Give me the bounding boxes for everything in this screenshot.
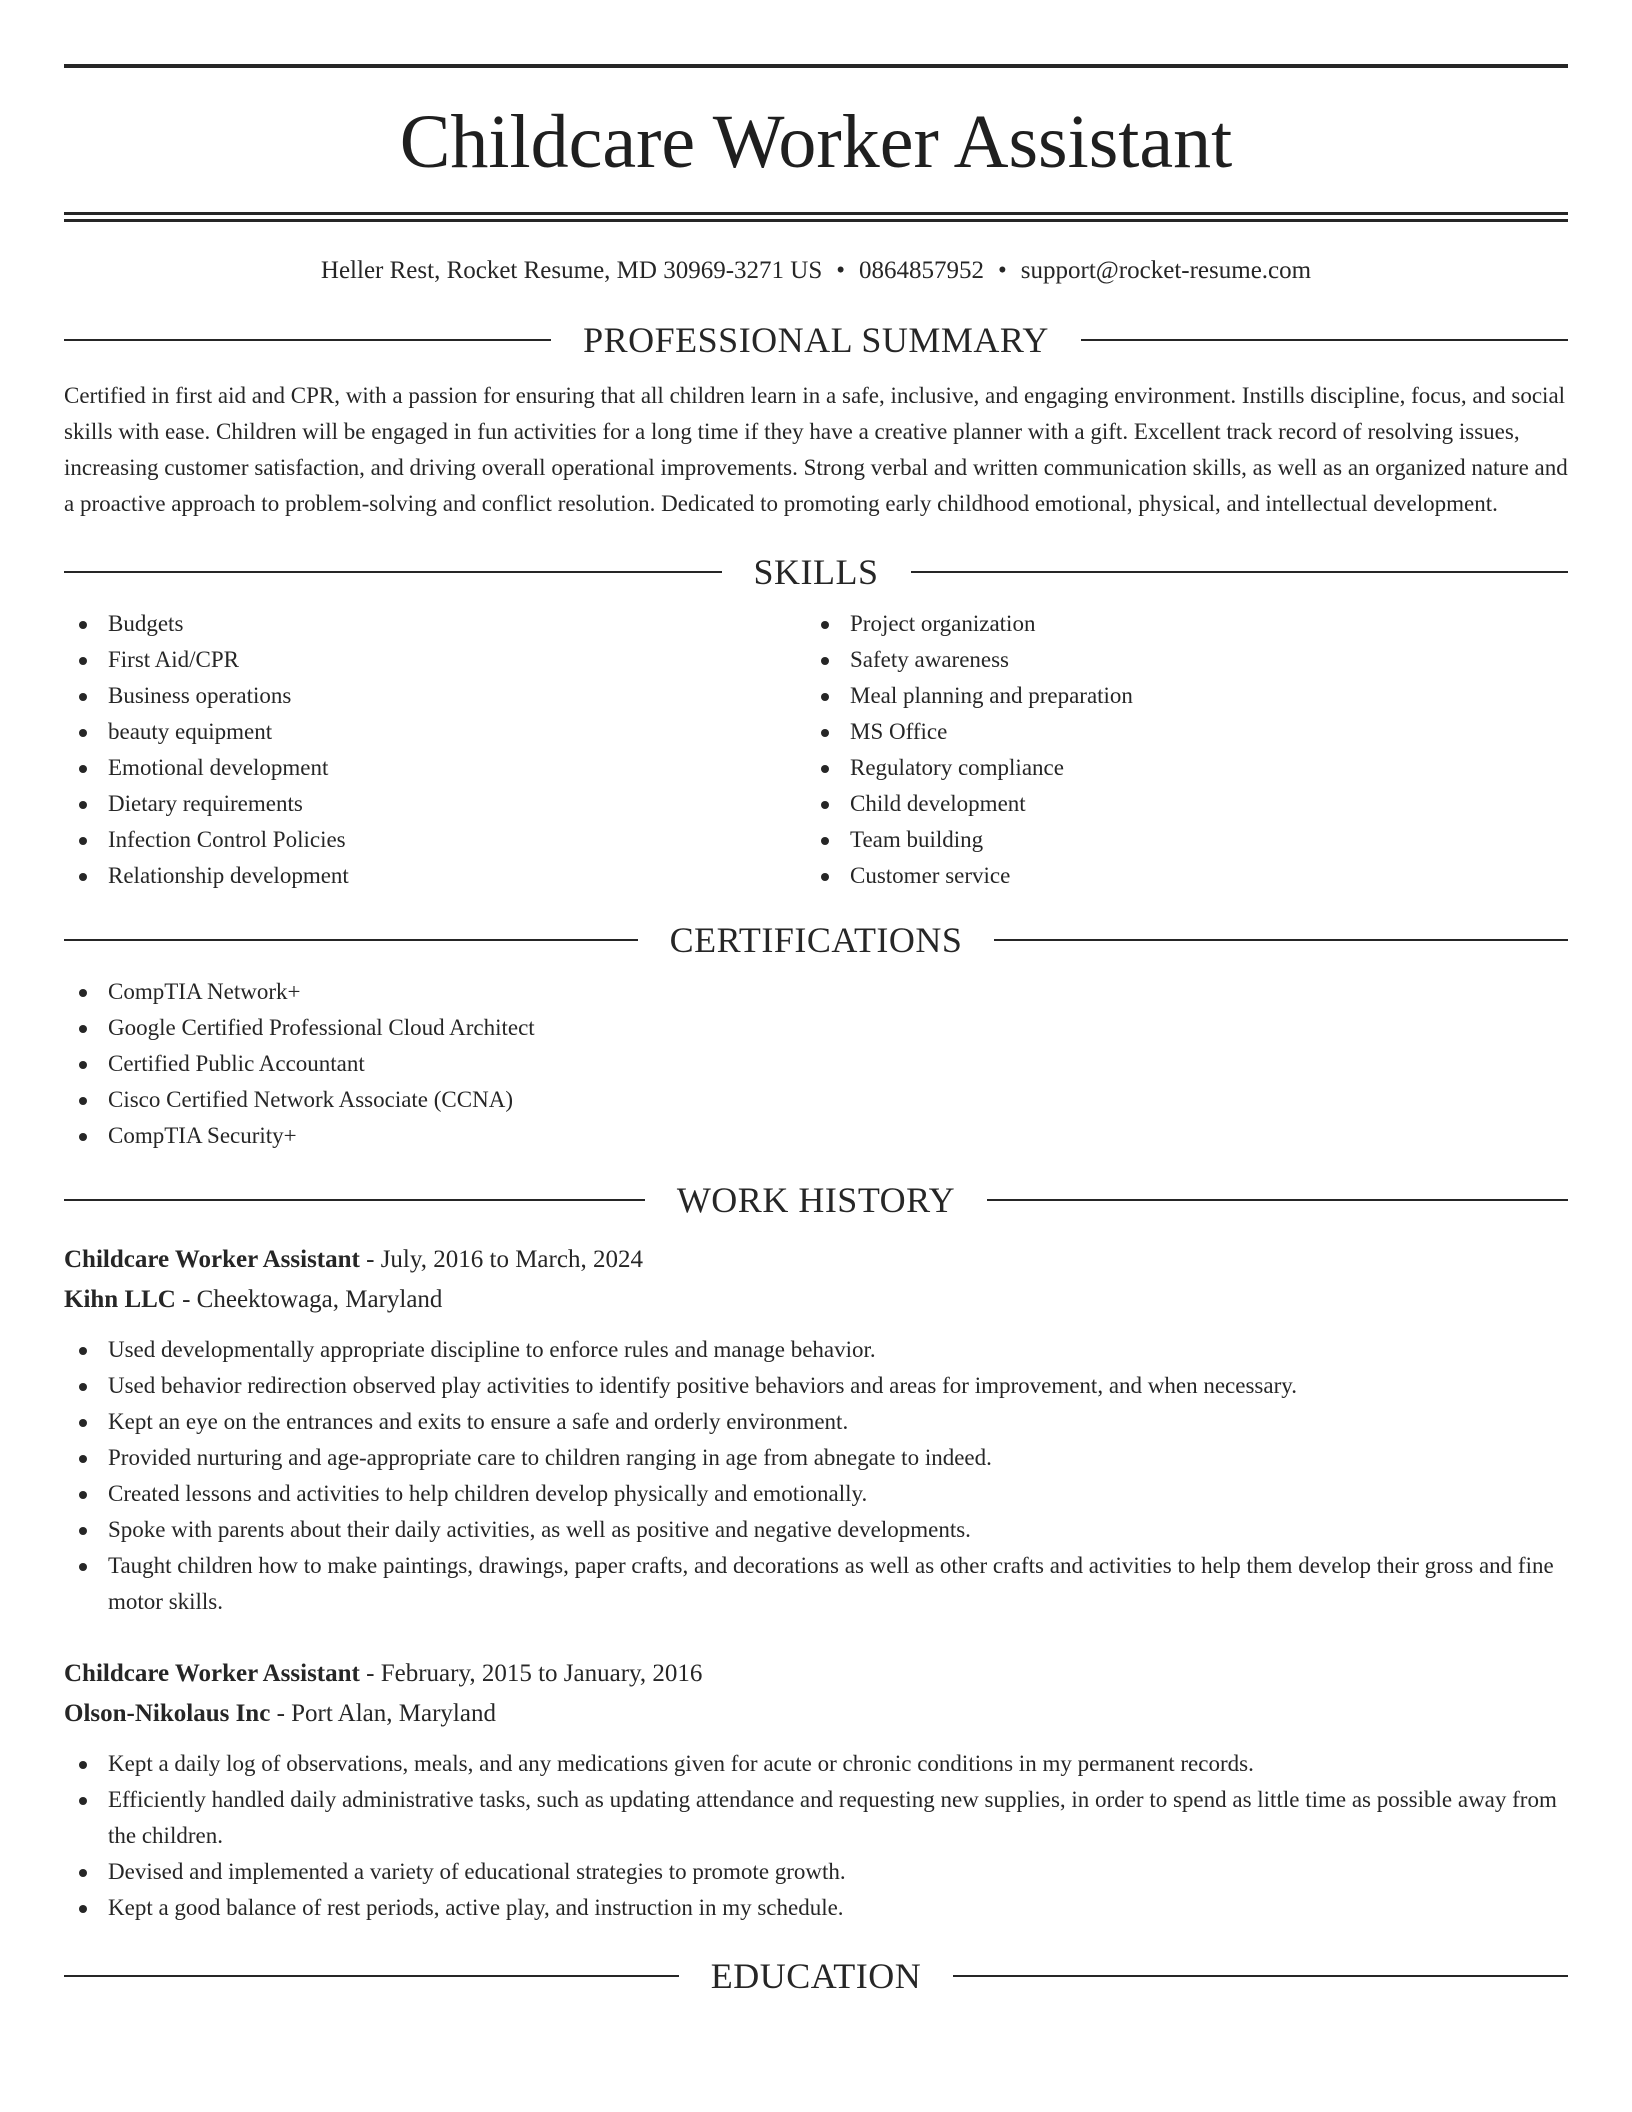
certification-label: CompTIA Network+ (108, 979, 301, 1004)
job-duty-text: Used developmentally appropriate discipline to enforce rules and manage behavior. (108, 1337, 876, 1362)
skill-label: Infection Control Policies (108, 827, 346, 852)
contact-separator: • (836, 257, 846, 284)
contact-address: Heller Rest, Rocket Resume, MD 30969-3271 US (320, 257, 823, 284)
job-title-line (64, 1654, 1568, 1694)
bullet-dot (79, 989, 87, 997)
certification-item (64, 1118, 1568, 1154)
job-duties-list (64, 1332, 1568, 1620)
bullet-dot (79, 1869, 87, 1877)
job-duty-text: Devised and implemented a variety of educational strategies to promote growth. (108, 1859, 846, 1884)
contact-email[interactable]: support@rocket-resume.com (1020, 257, 1312, 284)
job-duty (64, 1404, 1568, 1440)
job-duty-text: Provided nurturing and age-appropriate care to children ranging in age from abnegate to indeed. (108, 1445, 992, 1470)
bullet-dot (79, 873, 87, 881)
skill-item (64, 822, 806, 858)
skill-label: Relationship development (108, 863, 349, 888)
job-location: - Cheektowaga, Maryland (175, 1286, 443, 1313)
contact-separator: • (998, 257, 1007, 284)
certification-label: CompTIA Security+ (108, 1123, 297, 1148)
resume-content (64, 64, 1568, 1996)
job-duty-text: Kept a good balance of rest periods, active play, and instruction in my schedule. (108, 1895, 844, 1920)
skills-grid (64, 606, 1568, 894)
skill-label: Meal planning and preparation (850, 683, 1133, 708)
skill-label: Team building (850, 827, 984, 852)
job-dates: - February, 2015 to January, 2016 (359, 1660, 703, 1687)
job-duty-text: Used behavior redirection observed play activities to identify positive behaviors and areas for improvement, and when necessary. (108, 1373, 1298, 1398)
heading-rule-left (64, 1199, 645, 1201)
contact-line (64, 256, 1568, 286)
bullet-dot (79, 1563, 87, 1571)
bullet-dot (79, 729, 87, 737)
skill-label: Safety awareness (850, 647, 1010, 672)
bullet-dot (821, 801, 829, 809)
bullet-dot (79, 1025, 87, 1033)
bullet-dot (821, 621, 829, 629)
bullet-dot (79, 1455, 87, 1463)
skill-label: Regulatory compliance (850, 755, 1064, 780)
skill-label: First Aid/CPR (108, 647, 240, 672)
job-duties-list (64, 1746, 1568, 1926)
skill-item (806, 714, 1548, 750)
skill-label: MS Office (850, 719, 948, 744)
skill-item (806, 750, 1548, 786)
bullet-dot (79, 1527, 87, 1535)
skill-label: Emotional development (108, 755, 329, 780)
job-dates: - July, 2016 to March, 2024 (359, 1246, 643, 1273)
job-duty (64, 1512, 1568, 1548)
bullet-dot (79, 1419, 87, 1427)
job-duty (64, 1476, 1568, 1512)
certification-item (64, 1082, 1568, 1118)
bullet-dot (79, 1097, 87, 1105)
job-duty (64, 1746, 1568, 1782)
job-entry (64, 1240, 1568, 1620)
summary-heading-label: PROFESSIONAL SUMMARY (583, 320, 1049, 360)
skills-heading-label: SKILLS (753, 552, 879, 592)
bullet-dot (821, 693, 829, 701)
skill-item (64, 714, 806, 750)
job-title: Childcare Worker Assistant (64, 1660, 360, 1687)
job-duty (64, 1854, 1568, 1890)
skill-label: Child development (850, 791, 1026, 816)
skills-left-list (64, 606, 806, 894)
skill-item (64, 642, 806, 678)
certifications-heading (64, 920, 1568, 960)
bullet-dot (79, 837, 87, 845)
certification-label: Certified Public Accountant (108, 1051, 365, 1076)
heading-rule-right (994, 939, 1568, 941)
job-company-line (64, 1280, 1568, 1320)
job-duty (64, 1890, 1568, 1926)
job-title-line (64, 1240, 1568, 1280)
job-duty (64, 1368, 1568, 1404)
certification-label: Google Certified Professional Cloud Architect (108, 1015, 535, 1040)
skill-label: Business operations (108, 683, 292, 708)
top-rule (64, 64, 1568, 68)
bullet-dot (821, 873, 829, 881)
bullet-dot (79, 1061, 87, 1069)
bullet-dot (821, 729, 829, 737)
job-company-line (64, 1694, 1568, 1734)
job-location: - Port Alan, Maryland (270, 1700, 496, 1727)
job-duty-text: Taught children how to make paintings, drawings, paper crafts, and decorations as well as other crafts and activities to help them develop their gross and fine motor skills. (108, 1553, 1554, 1614)
skill-label: Budgets (108, 611, 184, 636)
bullet-dot (821, 837, 829, 845)
work-history-heading (64, 1180, 1568, 1220)
bullet-dot (79, 1761, 87, 1769)
skill-item (806, 606, 1548, 642)
skill-item (806, 678, 1548, 714)
summary-text: Certified in first aid and CPR, with a passion for ensuring that all children learn in a safe, inclusive, and engaging environment. Instills discipline, focus, and social skills with ease. Children will be engaged in fun activities for a long time if they have a creative planner with a gift. Excellent track record of resolving issues, increasing customer satisfaction, and driving overall operational improvements. Strong verbal and written communication skills, as well as an organized nature and a proactive approach to problem-solving and conflict resolution. Dedicated to promoting early childhood emotional, physical, and intellectual development. (64, 383, 1568, 516)
certification-item (64, 1046, 1568, 1082)
certifications-heading-label: CERTIFICATIONS (669, 920, 963, 960)
skill-label: Project organization (850, 611, 1036, 636)
heading-rule-left (64, 339, 551, 341)
skill-label: Customer service (850, 863, 1011, 888)
bullet-dot (79, 801, 87, 809)
bullet-dot (79, 1905, 87, 1913)
job-company: Olson-Nikolaus Inc (64, 1700, 271, 1727)
heading-rule-right (953, 1975, 1568, 1977)
skill-item (806, 858, 1548, 894)
bullet-dot (79, 621, 87, 629)
heading-rule-left (64, 571, 722, 573)
skill-item (64, 678, 806, 714)
heading-rule-left (64, 939, 638, 941)
bullet-dot (79, 1383, 87, 1391)
job-duty (64, 1548, 1568, 1620)
bullet-dot (79, 1133, 87, 1141)
skill-item (806, 786, 1548, 822)
bullet-dot (79, 1491, 87, 1499)
bullet-dot (79, 693, 87, 701)
bullet-dot (821, 765, 829, 773)
skill-label: Dietary requirements (108, 791, 303, 816)
skill-item (64, 786, 806, 822)
resume-title: Childcare Worker Assistant (399, 100, 1233, 184)
work-history-heading-label: WORK HISTORY (676, 1180, 956, 1220)
certification-item (64, 1010, 1568, 1046)
certifications-list (64, 974, 1568, 1154)
bullet-dot (79, 765, 87, 773)
certification-item (64, 974, 1568, 1010)
job-entry (64, 1654, 1568, 1926)
heading-rule-right (987, 1199, 1568, 1201)
skills-heading (64, 552, 1568, 592)
education-heading (64, 1956, 1568, 1996)
heading-rule-right (911, 571, 1569, 573)
education-heading-label: EDUCATION (710, 1956, 922, 1996)
title-double-rule (64, 212, 1568, 222)
job-duty-text: Efficiently handled daily administrative tasks, such as updating attendance and requesting new supplies, in order to spend as little time as possible away from the children. (108, 1787, 1557, 1848)
bullet-dot (79, 1797, 87, 1805)
job-title: Childcare Worker Assistant (64, 1246, 360, 1273)
bullet-dot (79, 1347, 87, 1355)
skill-item (64, 750, 806, 786)
job-duty (64, 1332, 1568, 1368)
job-company: Kihn LLC (64, 1286, 176, 1313)
job-duty (64, 1440, 1568, 1476)
job-duty-text: Kept an eye on the entrances and exits to ensure a safe and orderly environment. (108, 1409, 849, 1434)
certification-label: Cisco Certified Network Associate (CCNA) (108, 1087, 513, 1112)
job-duty-text: Kept a daily log of observations, meals, and any medications given for acute or chronic conditions in my permanent records. (108, 1751, 1254, 1776)
heading-rule-left (64, 1975, 679, 1977)
skill-item (806, 822, 1548, 858)
heading-rule-right (1081, 339, 1568, 341)
bullet-dot (79, 657, 87, 665)
contact-phone: 0864857952 (859, 257, 985, 284)
job-duty-text: Created lessons and activities to help children develop physically and emotionally. (108, 1481, 868, 1506)
bullet-dot (821, 657, 829, 665)
summary-heading (64, 320, 1568, 360)
skill-label: beauty equipment (108, 719, 273, 744)
skill-item (64, 858, 806, 894)
job-duty-text: Spoke with parents about their daily activities, as well as positive and negative developments. (108, 1517, 971, 1542)
skill-item (806, 642, 1548, 678)
skill-item (64, 606, 806, 642)
skills-right-list (806, 606, 1548, 894)
job-duty (64, 1782, 1568, 1854)
